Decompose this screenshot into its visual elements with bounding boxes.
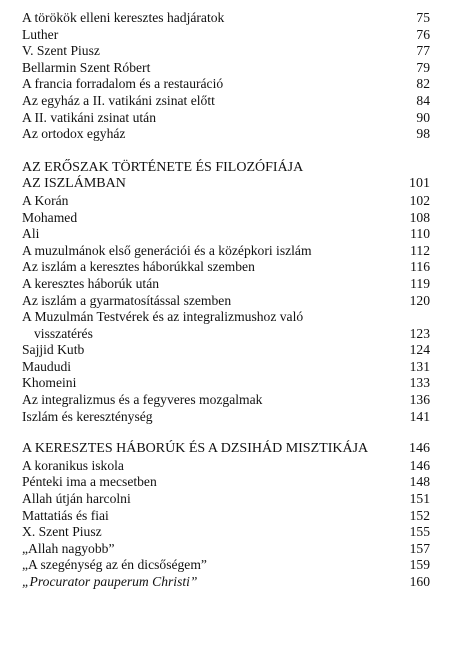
section-heading-line1: AZ ERŐSZAK TÖRTÉNETE ÉS FILOZÓFIÁJA bbox=[22, 159, 304, 175]
toc-entry-page: 131 bbox=[409, 358, 430, 374]
toc-entry-continuation bbox=[22, 326, 430, 343]
toc-entry-page: 133 bbox=[409, 375, 430, 391]
toc-entry bbox=[22, 126, 430, 143]
section-heading-line2: AZ ISZLÁMBAN bbox=[22, 176, 126, 192]
toc-entry-page: 98 bbox=[416, 126, 430, 142]
toc-entry bbox=[22, 27, 430, 44]
toc-entry-title: Mattatiás és fiai bbox=[22, 507, 109, 523]
toc-entry-page: 120 bbox=[409, 292, 430, 308]
section-heading bbox=[22, 160, 430, 177]
toc-entry-page: 152 bbox=[409, 507, 430, 523]
toc-entry bbox=[22, 541, 430, 558]
toc-entry bbox=[22, 508, 430, 525]
toc-entry-title: visszatérés bbox=[34, 325, 93, 341]
toc-entry bbox=[22, 210, 430, 227]
section-heading bbox=[22, 176, 430, 193]
toc-entry-page: 90 bbox=[416, 109, 430, 125]
toc-entry-title: A francia forradalom és a restauráció bbox=[22, 76, 224, 92]
toc-entry-title: V. Szent Piusz bbox=[22, 43, 100, 59]
toc-entry-title: Iszlám és kereszténység bbox=[22, 408, 153, 424]
toc-entry-title: Az integralizmus és a fegyveres mozgalmak bbox=[22, 392, 263, 408]
toc-entry bbox=[22, 342, 430, 359]
toc-entry-page: 123 bbox=[409, 325, 430, 341]
toc-entry bbox=[22, 259, 430, 276]
toc-entry bbox=[22, 491, 430, 508]
toc-entry-page: 124 bbox=[409, 342, 430, 358]
toc-entry-page: 146 bbox=[409, 457, 430, 473]
toc-entry-page: 75 bbox=[416, 10, 430, 25]
toc-entry-title: Az ortodox egyház bbox=[22, 126, 126, 142]
toc-entry-title: Allah útján harcolni bbox=[22, 491, 131, 507]
toc-entry-title: X. Szent Piusz bbox=[22, 524, 102, 540]
toc-entry bbox=[22, 293, 430, 310]
toc-entry-page: 82 bbox=[416, 76, 430, 92]
toc-entry-page: 159 bbox=[409, 557, 430, 573]
toc-entry bbox=[22, 375, 430, 392]
toc-entry-title: Ali bbox=[22, 226, 40, 242]
toc-section-1 bbox=[22, 10, 430, 143]
section-heading-page: 146 bbox=[409, 441, 430, 457]
toc-entry-page: 160 bbox=[409, 574, 430, 589]
toc-entry bbox=[22, 276, 430, 293]
toc-entry-page: 155 bbox=[409, 524, 430, 540]
toc-entry bbox=[22, 524, 430, 541]
section-heading bbox=[22, 441, 430, 458]
toc-entry bbox=[22, 359, 430, 376]
toc-entry-title: „Allah nagyobb” bbox=[22, 540, 115, 556]
toc-entry-page: 84 bbox=[416, 92, 430, 108]
toc-entry-page: 77 bbox=[416, 43, 430, 59]
toc-entry-title: A Korán bbox=[22, 192, 69, 208]
toc-entry bbox=[22, 110, 430, 127]
toc-entry-title: A Muzulmán Testvérek és az integralizmushoz való bbox=[22, 309, 304, 325]
toc-entry-title: A muzulmánok első generációi és a középkori iszlám bbox=[22, 242, 312, 258]
toc-entry-page: 151 bbox=[409, 491, 430, 507]
toc-entry-title: A II. vatikáni zsinat után bbox=[22, 109, 157, 125]
toc-entry bbox=[22, 557, 430, 574]
toc-entry bbox=[22, 574, 430, 591]
toc-entry-title: A koranikus iskola bbox=[22, 457, 124, 473]
toc-entry bbox=[22, 309, 430, 326]
toc-entry bbox=[22, 226, 430, 243]
toc-entry-page: 116 bbox=[410, 259, 430, 275]
toc-section-2 bbox=[22, 160, 430, 426]
toc-entry-title: A törökök elleni keresztes hadjáratok bbox=[22, 10, 225, 25]
toc-entry-page: 102 bbox=[409, 192, 430, 208]
toc-entry-title: „Procurator pauperum Christi” bbox=[22, 574, 198, 589]
toc-entry bbox=[22, 60, 430, 77]
toc-entry bbox=[22, 392, 430, 409]
toc-entry-title: Maududi bbox=[22, 358, 72, 374]
section-heading-page: 101 bbox=[409, 176, 430, 192]
toc-entry-page: 136 bbox=[409, 392, 430, 408]
toc-section-3 bbox=[22, 441, 430, 590]
toc-entry bbox=[22, 409, 430, 426]
toc-entry-title: Az iszlám a keresztes háborúkkal szemben bbox=[22, 259, 255, 275]
toc-entry bbox=[22, 193, 430, 210]
toc-entry bbox=[22, 10, 430, 27]
toc-entry-page: 148 bbox=[409, 474, 430, 490]
toc-entry bbox=[22, 93, 430, 110]
toc-entry-page: 119 bbox=[410, 275, 430, 291]
toc-entry-title: Luther bbox=[22, 26, 59, 42]
toc-entry-title: Khomeini bbox=[22, 375, 77, 391]
table-of-contents bbox=[22, 10, 430, 591]
toc-entry-page: 112 bbox=[410, 242, 430, 258]
toc-entry-page: 108 bbox=[409, 209, 430, 225]
toc-entry-page: 76 bbox=[416, 26, 430, 42]
toc-entry-page: 110 bbox=[410, 226, 430, 242]
toc-entry-page: 141 bbox=[409, 408, 430, 424]
toc-entry-title: „A szegénység az én dicsőségem” bbox=[22, 557, 207, 573]
toc-entry-page: 157 bbox=[409, 540, 430, 556]
toc-entry bbox=[22, 43, 430, 60]
toc-entry bbox=[22, 458, 430, 475]
toc-entry bbox=[22, 243, 430, 260]
toc-entry-title: Az egyház a II. vatikáni zsinat előtt bbox=[22, 92, 215, 108]
toc-entry-title: Sajjid Kutb bbox=[22, 342, 85, 358]
toc-entry-title: Pénteki ima a mecsetben bbox=[22, 474, 157, 490]
toc-entry-page: 79 bbox=[416, 59, 430, 75]
toc-entry-title: A keresztes háborúk után bbox=[22, 275, 160, 291]
section-heading-title: A KERESZTES HÁBORÚK ÉS A DZSIHÁD MISZTIKÁJA bbox=[22, 441, 369, 457]
toc-entry bbox=[22, 474, 430, 491]
toc-entry bbox=[22, 76, 430, 93]
toc-entry-title: Mohamed bbox=[22, 209, 78, 225]
toc-entry-title: Bellarmin Szent Róbert bbox=[22, 59, 151, 75]
toc-entry-title: Az iszlám a gyarmatosítással szemben bbox=[22, 292, 232, 308]
